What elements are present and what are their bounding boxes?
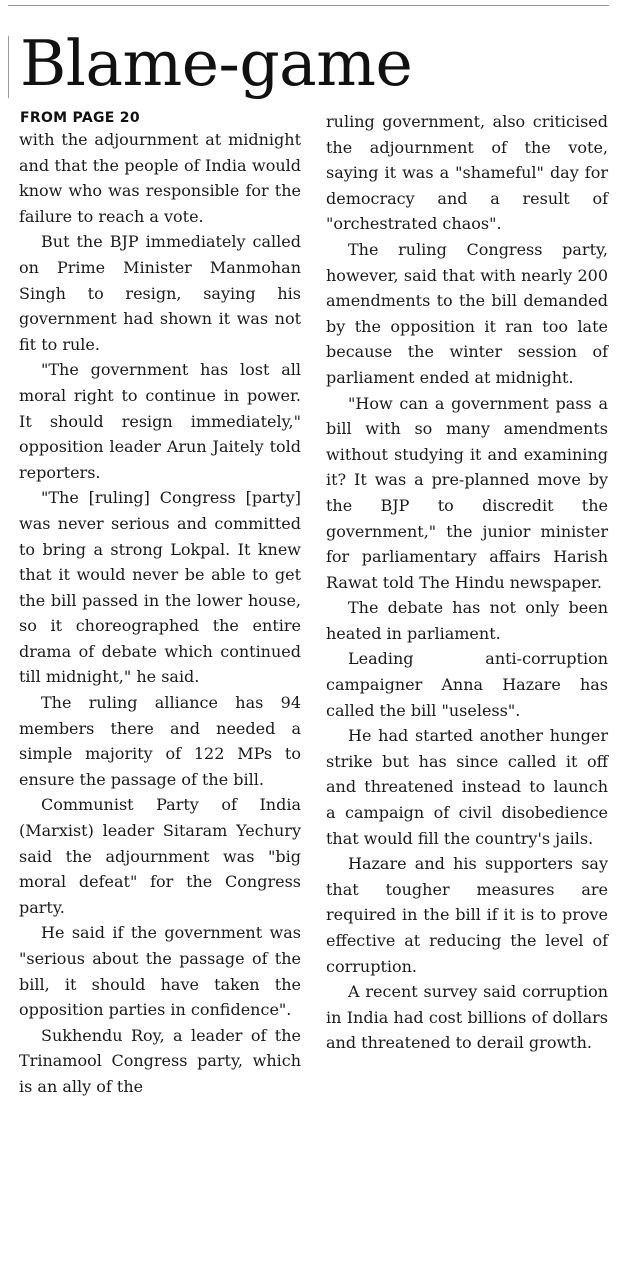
paragraph: Leading anti-corruption campaigner Anna Hazare has called the bill "useless".	[326, 649, 608, 720]
paragraph: The ruling Congress party, however, said that with nearly 200 amendments to the bill demanded by the opposition it ran too late because the winter session of parliament ended at midnight.	[326, 239, 608, 387]
paragraph: with the adjournment at midnight and that the people of India would know who was responsible for the failure to reach a vote.	[19, 130, 301, 226]
paragraph: "The [ruling] Congress [party] was never serious and committed to bring a strong Lokpal. It knew that it would never be able to get the bill passed in the lower house, so it choreographed the entire drama of debate which continued till midnight," he said.	[19, 488, 301, 687]
paragraph: A recent survey said corruption in India had cost billions of dollars and threatened to derail growth.	[326, 982, 608, 1053]
top-rule	[8, 5, 609, 6]
paragraph: Hazare and his supporters say that tougher measures are required in the bill if it is to prove effective at reducing the level of corruption.	[326, 854, 608, 976]
paragraph: The ruling alliance has 94 members there and needed a simple majority of 122 MPs to ensure the passage of the bill.	[19, 693, 301, 789]
paragraph: He said if the government was "serious about the passage of the bill, it should have taken the opposition parties in confidence".	[19, 923, 301, 1020]
paragraph: "The government has lost all moral right to continue in power. It should resign immediately," opposition leader Arun Jaitely told reporters.	[19, 360, 301, 482]
right-column	[326, 109, 608, 1056]
paragraph: Communist Party of India (Marxist) leader Sitaram Yechury said the adjournment was "big moral defeat" for the Congress party.	[19, 795, 301, 917]
paragraph: "How can a government pass a bill with so many amendments without studying it and examining it? It was a pre-planned move by the BJP to discredit the government," the junior minister for parliamentary affairs Harish Rawat told The Hindu newspaper.	[326, 393, 608, 592]
kicker: FROM PAGE 20	[20, 110, 140, 126]
left-column	[19, 110, 301, 1100]
paragraph: But the BJP immediately called on Prime Minister Manmohan Singh to resign, saying his government had shown it was not fit to rule.	[19, 232, 301, 354]
paragraph: He had started another hunger strike but has since called it off and threatened instead to launch a campaign of civil disobedience that would fill the country's jails.	[326, 726, 608, 848]
paragraph: ruling government, also criticised the adjournment of the vote, saying it was a "shameful" day for democracy and a result of "orchestrated chaos".	[326, 112, 608, 234]
paragraph: Sukhendu Roy, a leader of the Trinamool Congress party, which is an ally of the	[19, 1025, 301, 1096]
headline: Blame-game	[20, 27, 413, 100]
paragraph: The debate has not only been heated in parliament.	[326, 598, 608, 643]
left-rule	[8, 36, 9, 98]
